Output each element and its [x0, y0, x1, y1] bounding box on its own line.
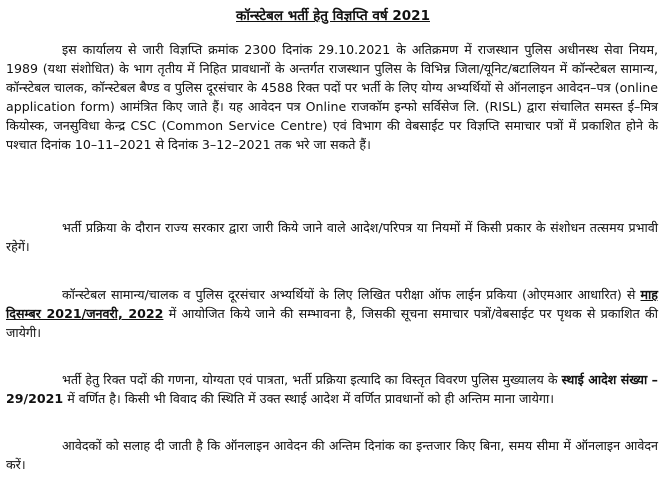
paragraph-4-text-b: में वर्णित है। किसी भी विवाद की स्थिति में उक्त स्थाई आदेश में वर्णित प्रावधानों को ही अन्तिम माना जायेगा। — [67, 391, 554, 406]
paragraph-1 — [6, 40, 658, 154]
paragraph-5-text: आवेदकों को सलाह दी जाती है कि ऑनलाइन आवेदन की अन्तिम दिनांक का इन्तजार किए बिना, समय सीमा में ऑनलाइन आवेदन करें। — [6, 438, 658, 472]
paragraph-4-text-a: भर्ती हेतु रिक्त पदों की गणना, योग्यता एवं पात्रता, भर्ती प्रक्रिया इत्यादि का विस्तृत विवरण पुलिस मुख्यालय के — [62, 372, 558, 387]
paragraph-1-text: इस कार्यालय से जारी विज्ञप्ति क्रमांक 2300 दिनांक 29.10.2021 के अतिक्रमण में राजस्थान पुलिस अधीनस्थ सेवा नियम, 1989 (यथा संशोधित) के भाग तृतीय में निहित प्रावधानों के अन्तर्गत राजस्थान पुलिस के विभिन्न जिला/यूनिट/बटालियन में कॉन्स्टेबल सामान्य, कॉन्स्टेबल चालक, कॉन्स्टेबल बैण्ड व पुलिस दूरसंचार के 4588 रिक्त पदों पर भर्ती के लिए योग्य अभ्यर्थियों से ऑनलाइन आवेदन–पत्र (online application form) आमंत्रित किए जाते हैं। यह आवेदन पत्र Online राजकॉम इन्फो सर्विसेज लि. (RISL) द्वारा संचालित समस्त ई–मित्र कियोस्क, जनसुविधा केन्द्र CSC (Common Service Centre) एवं विभाग की वेबसाईट पर विज्ञप्ति समाचार पत्रों में प्रकाशित होने के पश्चात दिनांक 10–11–2021 से दिनांक 3–12–2021 तक भरे जा सकते हैं। — [6, 42, 658, 152]
standing-order-highlight: स्थाई आदेश संख्या – 29/2021 — [6, 372, 658, 406]
paragraph-3 — [6, 285, 658, 342]
paragraph-2-text: भर्ती प्रक्रिया के दौरान राज्य सरकार द्वारा जारी किये जाने वाले आदेश/परिपत्र या नियमों में किसी प्रकार के संशोधन तत्समय प्रभावी रहेगें। — [6, 220, 658, 254]
paragraph-2 — [6, 218, 658, 256]
title-text: कॉन्स्टेबल भर्ती हेतु विज्ञप्ति वर्ष 2021 — [236, 8, 430, 24]
page-title — [0, 6, 666, 24]
paragraph-3-text-a: कॉन्स्टेबल सामान्य/चालक व पुलिस दूरसंचार अभ्यर्थियों के लिए लिखित परीक्षा ऑफ लाईन प्रकिया (ओएमआर आधारित) से — [62, 287, 636, 302]
exam-period-highlight: माह दिसम्बर 2021/जनवरी, 2022 — [6, 287, 658, 321]
paragraph-4 — [6, 370, 658, 408]
paragraph-3-text-b: में आयोजित किये जाने की सम्भावना है, जिसकी सूचना समाचार पत्रों/वेबसाईट पर पृथक से प्रकाशित की जायेगी। — [6, 306, 658, 340]
paragraph-5 — [6, 436, 658, 474]
